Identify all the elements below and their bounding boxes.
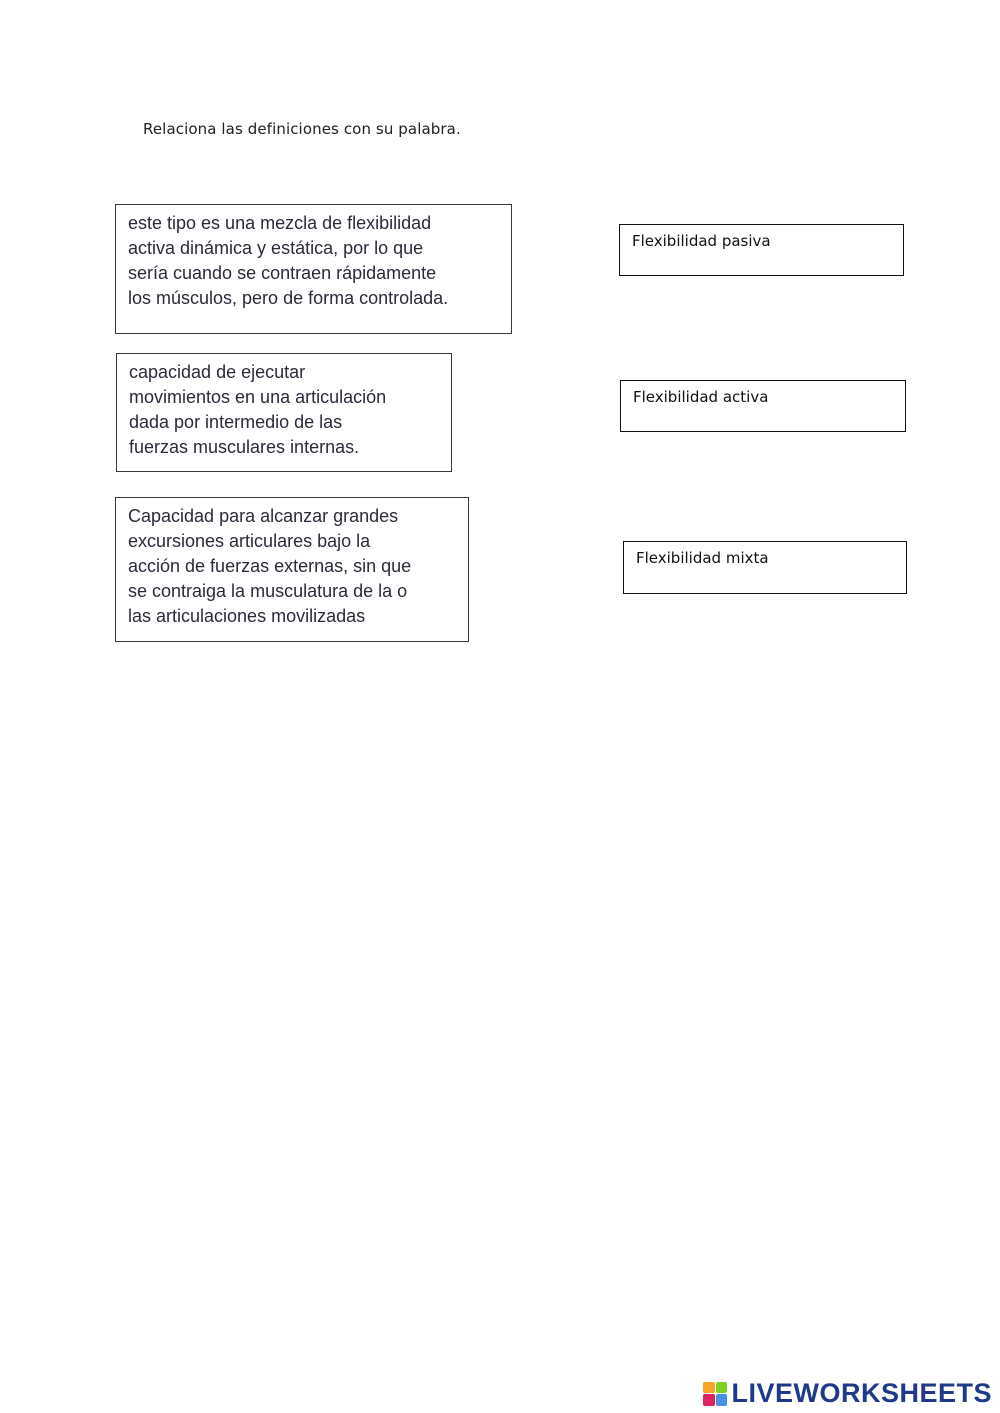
word-box-mixta[interactable]: Flexibilidad mixta [623, 541, 907, 594]
logo-square-3 [703, 1394, 715, 1406]
liveworksheets-logo-icon [703, 1382, 727, 1406]
liveworksheets-logo-text: LIVEWORKSHEETS [731, 1378, 992, 1408]
instruction-text: Relaciona las definiciones con su palabra. [143, 120, 461, 138]
definition-box-pasiva[interactable]: Capacidad para alcanzar grandes excursiones articulares bajo la acción de fuerzas externas, sin que se contraiga la musculatura de la o las articulaciones movilizadas [115, 497, 469, 642]
liveworksheets-logo [703, 1378, 992, 1409]
logo-square-2 [716, 1382, 728, 1394]
logo-square-1 [703, 1382, 715, 1394]
word-box-pasiva[interactable]: Flexibilidad pasiva [619, 224, 904, 276]
logo-square-4 [716, 1394, 728, 1406]
definition-box-mixta[interactable]: este tipo es una mezcla de flexibilidad activa dinámica y estática, por lo que sería cuando se contraen rápidamente los músculos, pero de forma controlada. [115, 204, 512, 334]
word-box-activa[interactable]: Flexibilidad activa [620, 380, 906, 432]
definition-box-activa[interactable]: capacidad de ejecutar movimientos en una articulación dada por intermedio de las fuerzas musculares internas. [116, 353, 452, 472]
